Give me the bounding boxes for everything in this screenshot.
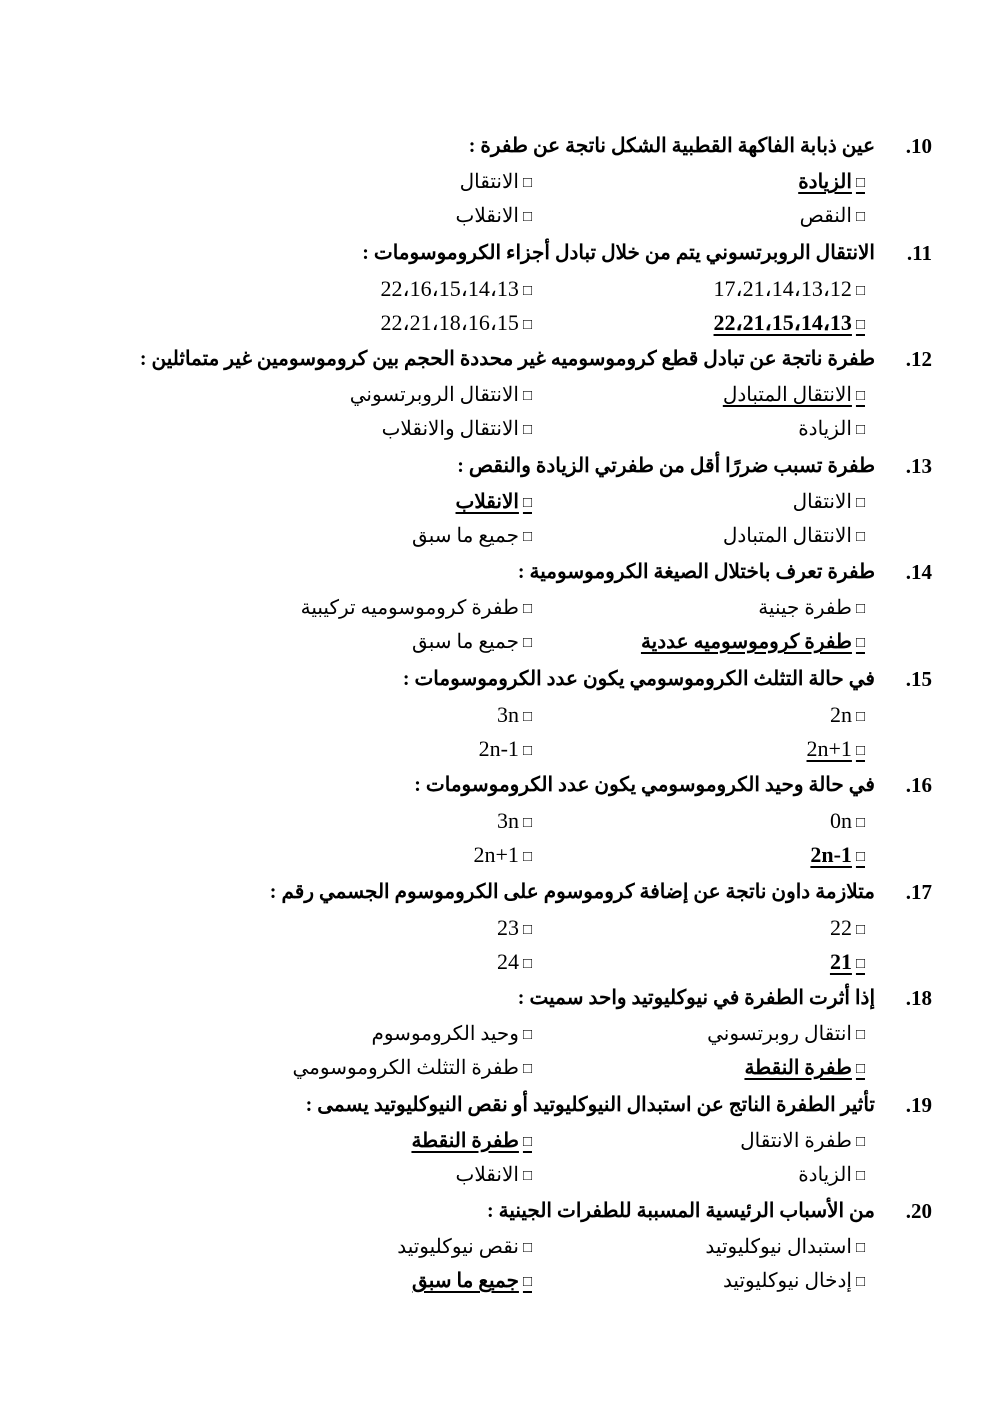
answer-option[interactable] [381,274,532,307]
answer-option-label: 24 [496,948,519,974]
question-text: إذا أثرت الطفرة في نيوكليوتيد واحد سميت : [517,987,875,1009]
answer-option-label: 2n-1 [478,735,519,761]
answer-option-correct[interactable] [723,380,865,412]
answer-option[interactable] [479,734,532,767]
answer-option-label: طفرة النقطة [744,1057,852,1079]
checkbox-icon[interactable]: □ [522,1167,532,1184]
question-text: الانتقال الروبرتسوني يتم من خلال تبادل أجزاء الكروموسومات : [362,241,875,264]
checkbox-icon[interactable]: □ [522,1240,532,1256]
answer-option-label: 22 [829,914,852,940]
checkbox-icon[interactable]: □ [855,528,865,545]
question-number: .11 [906,240,932,265]
checkbox-icon[interactable]: □ [855,742,865,759]
question-text: تأثير الطفرة الناتج عن استبدال النيوكليوتيد أو نقص النيوكليوتيد يسمى : [305,1093,875,1116]
answer-option[interactable] [800,201,865,233]
answer-option[interactable] [830,700,865,733]
question-number: .15 [905,666,932,691]
answer-option-label: الزيادة [798,418,852,440]
checkbox-icon[interactable]: □ [522,635,532,651]
answer-option-correct[interactable] [744,1053,865,1085]
answer-option-label: النقص [799,205,852,227]
question-text: متلازمة داون ناتجة عن إضافة كروموسوم على الكروموسوم الجسمي رقم : [269,880,875,903]
checkbox-icon[interactable]: □ [855,635,865,651]
answer-option-label: 3n [496,701,519,727]
checkbox-icon[interactable]: □ [855,494,865,511]
question-number: .16 [905,773,932,797]
answer-option[interactable] [723,521,865,553]
answer-option-label: استبدال نيوكليوتيد [705,1236,852,1258]
answer-option[interactable] [460,167,532,199]
answer-option-label: 2n-1 [810,842,852,867]
checkbox-icon[interactable]: □ [855,282,865,299]
answer-option-label: طفرة كروموسوميه عددية [640,631,852,653]
answer-option[interactable] [714,274,865,307]
answer-option-label: 23 [496,914,519,940]
answer-option[interactable] [474,840,532,873]
checkbox-icon[interactable]: □ [522,494,532,511]
checkbox-icon[interactable]: □ [855,708,865,725]
checkbox-icon[interactable]: □ [522,921,532,938]
answer-option[interactable] [798,1160,865,1192]
answer-option[interactable] [456,1160,532,1192]
answer-option-label: 21 [829,948,852,974]
answer-option-label: طفرة الانتقال [740,1129,852,1152]
answer-option-label: طفرة النقطة [411,1129,519,1152]
answer-option-label: وحيد الكروموسوم [371,1023,519,1045]
answer-option-label: الزيادة [798,1163,852,1186]
answer-option[interactable] [397,1232,532,1264]
checkbox-icon[interactable]: □ [522,282,532,299]
question-number: .19 [905,1092,932,1117]
answer-option-correct[interactable] [714,308,865,341]
answer-option[interactable] [723,1266,865,1298]
checkbox-icon[interactable]: □ [855,175,865,191]
answer-option[interactable] [456,201,532,233]
answer-option-correct[interactable] [810,840,865,873]
checkbox-icon[interactable]: □ [522,742,532,759]
question-number: .20 [905,1199,932,1223]
answer-option[interactable] [707,1019,865,1051]
question-text: طفرة تسبب ضررًا أقل من طفرتي الزيادة والنقص : [457,454,875,477]
answer-option-label: نقص نيوكليوتيد [397,1236,519,1258]
checkbox-icon[interactable]: □ [522,708,532,725]
checkbox-icon[interactable]: □ [855,921,865,938]
answer-option-label: الانقلاب [455,205,519,227]
checkbox-icon[interactable]: □ [522,316,532,333]
checkbox-icon[interactable]: □ [855,1133,865,1150]
checkbox-icon[interactable]: □ [855,1167,865,1184]
checkbox-icon[interactable]: □ [522,815,532,831]
checkbox-icon[interactable]: □ [855,1061,865,1077]
question-number: .10 [905,134,932,158]
answer-option-label: طفرة جينية [758,597,852,619]
answer-option-label: 22،21،15،14،13 [713,309,852,335]
checkbox-icon[interactable]: □ [855,316,865,333]
answer-option-correct[interactable] [798,167,865,199]
answer-option-label: 17،21،14،13،12 [713,275,852,301]
answer-option[interactable] [350,380,532,412]
answer-option[interactable] [412,627,532,659]
answer-option-label: الانقلاب [455,1163,519,1186]
answer-option-correct[interactable] [412,1266,532,1298]
answer-option[interactable] [497,913,532,946]
answer-option[interactable] [382,414,532,446]
answer-option[interactable] [412,521,532,553]
answer-option[interactable] [830,913,865,946]
answer-option-label: جميع ما سبق [412,1270,519,1292]
answer-option-correct[interactable] [641,627,865,659]
answer-option[interactable] [705,1232,865,1264]
question-number: .14 [905,560,932,584]
checkbox-icon[interactable]: □ [522,601,532,617]
question-number: .13 [905,453,932,478]
answer-option-label: 0n [829,808,852,833]
answer-option[interactable] [381,308,532,341]
checkbox-icon[interactable]: □ [855,955,865,972]
answer-option-label: جميع ما سبق [412,524,519,547]
answer-option-label: الانتقال [792,490,852,513]
checkbox-icon[interactable]: □ [855,1274,865,1290]
answer-option-correct[interactable] [807,734,865,767]
answer-option-label: الانتقال والانقلاب [381,418,519,440]
checkbox-icon[interactable]: □ [522,955,532,972]
answer-option-label: الانتقال المتبادل [722,384,852,406]
question-text: طفرة تعرف باختلال الصيغة الكروموسومية : [517,561,875,583]
answer-option-label: 2n [829,701,852,727]
question-number: .12 [905,347,932,371]
question-text: في حالة وحيد الكروموسومي يكون عدد الكروموسومات : [414,774,875,796]
checkbox-icon[interactable]: □ [522,209,532,225]
answer-option-correct[interactable] [456,487,532,519]
checkbox-icon[interactable]: □ [522,1027,532,1043]
answer-option-label: إدخال نيوكليوتيد [722,1270,852,1292]
answer-option-label: 3n [496,808,519,833]
checkbox-icon[interactable]: □ [855,388,865,404]
checkbox-icon[interactable]: □ [855,1027,865,1043]
answer-option[interactable] [293,1053,533,1085]
answer-option-label: 2n+1 [473,842,519,867]
question-text: في حالة التثلث الكروموسومي يكون عدد الكروموسومات : [402,667,875,690]
checkbox-icon[interactable]: □ [855,849,865,865]
answer-option[interactable] [758,593,865,625]
answer-option-label: انتقال روبرتسوني [707,1023,852,1045]
question-number: .18 [905,986,932,1010]
checkbox-icon[interactable]: □ [522,1133,532,1150]
answer-option-label: الانتقال الروبرتسوني [349,384,519,406]
answer-option[interactable] [371,1019,532,1051]
checkbox-icon[interactable]: □ [522,1061,532,1077]
answer-option[interactable] [497,700,532,733]
answer-option-label: طفرة التثلث الكروموسومي [292,1057,519,1079]
checkbox-icon[interactable]: □ [522,175,532,191]
answer-option[interactable] [798,414,865,446]
answer-option-label: الانقلاب [455,490,519,513]
answer-option[interactable] [740,1126,865,1158]
answer-option-label: الانتقال [459,171,519,193]
answer-option-label: 2n+1 [806,735,852,761]
answer-option[interactable] [793,487,865,519]
question-text: من الأسباب الرئيسية المسببة للطفرات الجينية : [486,1200,875,1222]
answer-option-label: 22،21،18،16،15 [380,309,519,335]
answer-option[interactable] [497,806,532,839]
checkbox-icon[interactable]: □ [522,422,532,438]
checkbox-icon[interactable]: □ [855,1240,865,1256]
checkbox-icon[interactable]: □ [855,422,865,438]
question-text: طفرة ناتجة عن تبادل قطع كروموسوميه غير محددة الحجم بين كروموسومين غير متماثلين : [139,348,875,370]
answer-option-label: الزيادة [798,171,852,193]
answer-option[interactable] [830,806,865,839]
checkbox-icon[interactable]: □ [522,528,532,545]
question-number: .17 [905,879,932,904]
answer-option[interactable] [301,593,532,625]
answer-option-label: طفرة كروموسوميه تركيبية [300,597,519,619]
answer-option-label: 22،16،15،14،13 [380,275,519,301]
checkbox-icon[interactable]: □ [522,388,532,404]
checkbox-icon[interactable]: □ [522,1274,532,1290]
answer-option-correct[interactable] [830,947,865,980]
checkbox-icon[interactable]: □ [522,849,532,865]
answer-option-label: الانتقال المتبادل [722,524,852,547]
answer-option[interactable] [497,947,532,980]
checkbox-icon[interactable]: □ [855,209,865,225]
checkbox-icon[interactable]: □ [855,601,865,617]
answer-option-correct[interactable] [411,1126,532,1158]
answer-option-label: جميع ما سبق [412,631,519,653]
question-text: عين ذبابة الفاكهة القطبية الشكل ناتجة عن طفرة : [468,135,875,157]
checkbox-icon[interactable]: □ [855,815,865,831]
